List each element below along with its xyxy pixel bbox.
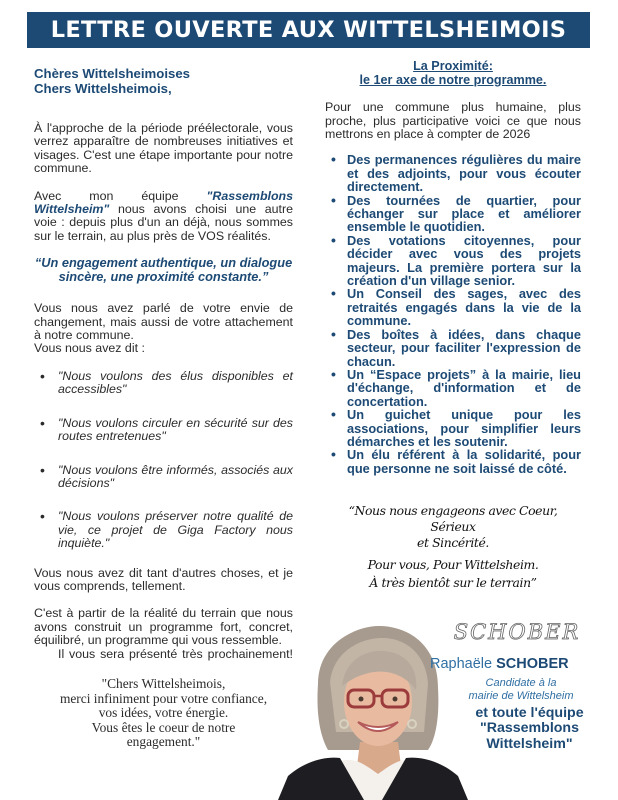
team-signoff-line-2: "Rassemblons <box>480 720 579 737</box>
program-point: • Des votations citoyennes, pour décider avec vous des projets majeurs. La première portera sur la création d'un village senior. <box>325 234 581 288</box>
candidate-portrait <box>278 624 468 800</box>
program-points-list <box>325 153 581 475</box>
citizen-quote: • "Nous voulons des élus disponibles et accessibles" <box>34 370 293 397</box>
proximity-title-line-2: le 1er axe de notre programme. <box>359 72 547 87</box>
presentation-notice: Il vous sera présenté très prochainement! <box>58 646 293 661</box>
program-point: • Un élu référent à la solidarité, pour que personne ne soit laissé de côté. <box>325 448 581 475</box>
candidate-last-name: SCHOBER <box>496 656 569 672</box>
handwritten-signature <box>447 620 587 648</box>
candidate-first-name: Raphaële <box>430 656 497 672</box>
candidate-name <box>430 656 569 672</box>
citizen-quote: • "Nous voulons préserver notre qualité de vie, ce projet de Giga Factory nous inquiète." <box>34 510 293 550</box>
candidate-role-line-1: Candidate à la <box>485 677 557 689</box>
team-paragraph-end: nous avons choisi une autre voie : depuis plus d'un an déjà, nous sommes sur le terrain, au plus près de VOS réalités. <box>34 202 293 243</box>
candidate-role-line-2: mairie de Wittelsheim <box>468 689 574 702</box>
program-point: • Des tournées de quartier, pour échanger sur place et améliorer ensemble le quotidien. <box>325 194 581 234</box>
closing-quote: "Chers Wittelsheimois, merci infiniment pour votre confiance, vos idées, votre énergie. Vous êtes le coeur de notre engagement." <box>59 675 268 750</box>
team-signoff-line-1: et toute l'équipe <box>475 705 584 721</box>
candidate-role <box>455 677 587 702</box>
right-column <box>325 60 581 591</box>
understanding-paragraph: Vous nous avez dit tant d'autres choses, et je vous comprends, tellement. <box>34 565 293 593</box>
program-point: • Des boîtes à idées, dans chaque secteur, pour faciliter l'expression de chacun. <box>325 328 581 368</box>
portrait-illustration <box>278 624 468 800</box>
proximity-title-line-1: La Proximité: <box>413 59 493 73</box>
commitment-block <box>325 503 581 591</box>
citizen-quote: • "Nous voulons circuler en sécurité sur des routes entretenues" <box>34 417 293 444</box>
program-point: • Un Conseil des sages, avec des retraités engagés dans la vie de la commune. <box>325 287 581 327</box>
team-paragraph-start: Avec mon équipe <box>34 188 207 203</box>
greeting <box>34 66 293 96</box>
commitment-line-2: et Sincérité. <box>417 535 489 551</box>
feedback-intro: Vous nous avez dit : <box>34 341 145 356</box>
program-point: • Des permanences régulières du maire et des adjoints, pour vous écouter directement. <box>325 153 581 193</box>
greeting-line-1: Chères Wittelsheimoises <box>34 66 190 81</box>
feedback-paragraph: Vous nous avez parlé de votre envie de changement, mais aussi de votre attachement à notre commune. <box>34 301 293 343</box>
team-name: "Rassemblons Wittelsheim" <box>34 188 293 217</box>
team-paragraph <box>34 190 293 244</box>
team-signoff-line-3: Wittelsheim" <box>486 735 573 752</box>
intro-paragraph: À l'approche de la période préélectorale, vous verrez apparaître de nombreuses initiatives et visages. C'est une étape importante pour notre commune. <box>34 121 293 176</box>
commitment-line-4: À très bientôt sur le terrain” <box>369 575 537 591</box>
program-intro: Pour une commune plus humaine, plus proche, plus participative voici ce que nous mettrons en place à compter de 2026 <box>325 100 581 141</box>
greeting-line-2: Chers Wittelsheimois, <box>34 81 172 96</box>
program-paragraph: C'est à partir de la réalité du terrain que nous avons construit un programme fort, concret, équilibré, un programme qui vous ressemble. <box>34 606 293 648</box>
commitment-line-1: “Nous nous engageons avec Coeur, Sérieux <box>348 503 558 535</box>
citizen-quote: • "Nous voulons être informés, associés aux décisions" <box>34 464 293 491</box>
program-point: • Un “Espace projets” à la mairie, lieu d'échange, d'information et de concertation. <box>325 368 581 408</box>
program-point: • Un guichet unique pour les associations, pour simplifier leurs démarches et les soutenir. <box>325 408 581 448</box>
proximity-title <box>325 60 581 87</box>
engagement-quote: “Un engagement authentique, un dialogue sincère, une proximité constante.” <box>34 255 293 285</box>
signature-text: SCHOBER <box>453 620 581 644</box>
page-title-banner <box>27 12 590 48</box>
page-title: LETTRE OUVERTE AUX WITTELSHEIMOIS <box>50 17 567 43</box>
commitment-line-3: Pour vous, Pour Wittelsheim. <box>367 557 539 573</box>
team-signoff <box>452 706 607 752</box>
citizen-quotes-list <box>34 370 293 551</box>
left-column <box>34 66 293 750</box>
